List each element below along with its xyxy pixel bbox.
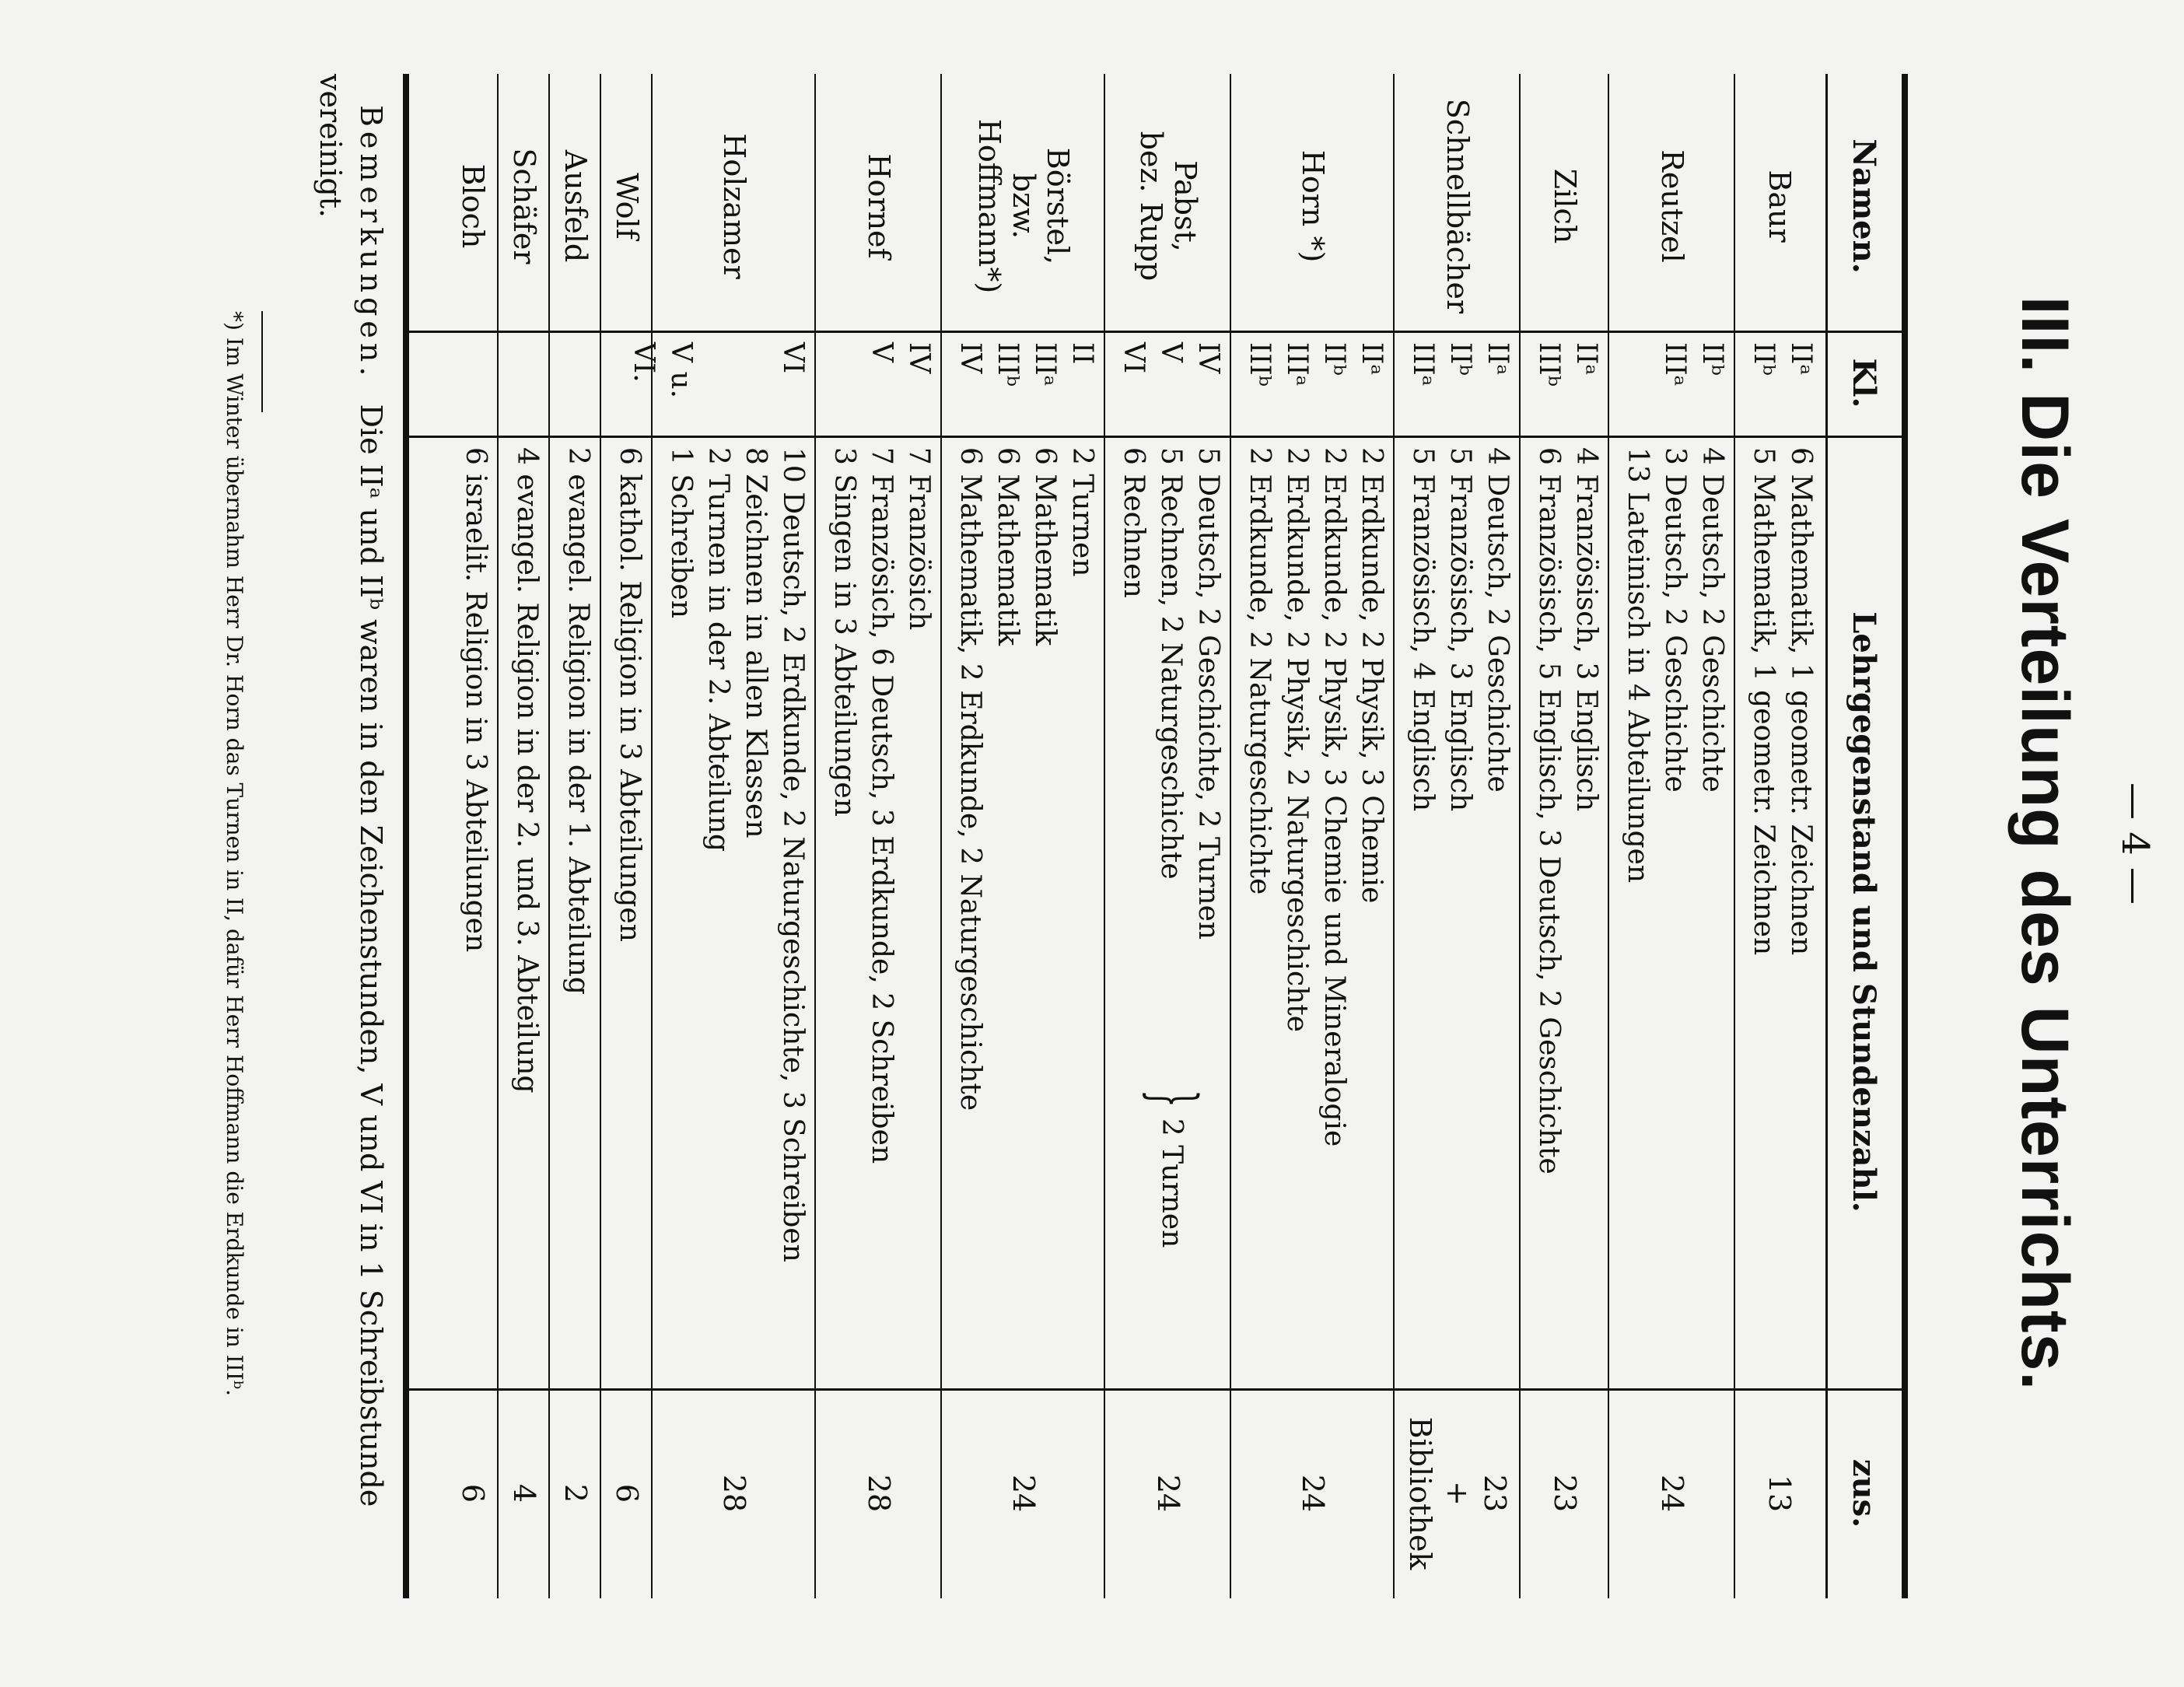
table-header: [1825, 74, 1902, 1598]
subject-line: 7 Französich: [903, 447, 935, 631]
subject-line: 2 evangel. Religion in der 1. Abteilung: [562, 447, 594, 995]
teaching-distribution-table: [403, 74, 1908, 1598]
subject-cell: [447, 447, 499, 1388]
subject-line: 13 Lateinisch in 4 Abteilungen: [1622, 447, 1654, 884]
teacher-name-line: Baur: [1762, 170, 1797, 243]
total-value: 23: [1548, 1474, 1582, 1513]
class-label: V: [1155, 342, 1187, 362]
page-title: III. Die Verteilung des Unterrichts.: [2007, 296, 2082, 1391]
remarks: [310, 74, 391, 1598]
total-value: 24: [1006, 1474, 1041, 1513]
class-label: IIᵇ: [1318, 342, 1350, 376]
class-label: IV: [954, 342, 986, 374]
brace-note: [1137, 1085, 1208, 1248]
teacher-name: [1609, 89, 1735, 323]
teacher-name: [1521, 89, 1609, 323]
subject-line: 5 Französisch, 4 Englisch: [1407, 447, 1439, 812]
teacher-name-line: Schäfer: [507, 148, 541, 264]
class-label: [611, 342, 648, 420]
teacher-name-line: bzw. Hoffmann*): [972, 118, 1041, 294]
subject-line: 5 Mathematik, 1 geometr. Zeichnen: [1748, 447, 1780, 956]
subject-cell: [601, 447, 653, 1388]
teacher-name: [1231, 89, 1395, 323]
class-label: IIᵇ: [1696, 342, 1728, 376]
table-row: [1104, 74, 1231, 1598]
class-label: IIIᵃ: [1029, 342, 1061, 387]
table-row: [447, 74, 499, 1598]
total-value: +: [1440, 1481, 1475, 1506]
teacher-name-line: Wolf: [610, 173, 644, 240]
subject-line: 4 Deutsch, 2 Geschichte: [1482, 447, 1514, 793]
subject-line: 2 Turnen: [1066, 447, 1098, 577]
teacher-name-line: Zilch: [1548, 168, 1582, 244]
header-class: Kl.: [1846, 358, 1882, 408]
teacher-name: [499, 89, 550, 323]
subject-line: 5 Deutsch, 2 Geschichte, 2 Turnen: [1192, 447, 1224, 940]
subject-cell: [1231, 447, 1395, 1388]
total-value: 13: [1762, 1474, 1797, 1513]
subject-line: 6 Französisch, 5 Englisch, 3 Deutsch, 2 Geschichte: [1533, 447, 1565, 1174]
class-cell: [1105, 342, 1231, 420]
class-label: IIᵇ: [1748, 342, 1780, 376]
class-label: [737, 342, 774, 420]
subject-line: 6 Mathematik: [992, 447, 1024, 646]
subject-cell: [1735, 447, 1824, 1388]
footnote: *) Im Winter übernahm Herr Dr. Horn das Turnen in II, dafür Herr Hoffmann die Erdkunde in IIIᵇ.: [222, 311, 247, 1397]
teacher-name-line: Pabst,: [1168, 160, 1202, 252]
teacher-name: [942, 89, 1105, 323]
total-value: 6: [610, 1483, 644, 1503]
class-label: IIIᵇ: [1244, 342, 1276, 387]
subject-line: 6 Mathematik, 1 geometr. Zeichnen: [1785, 447, 1817, 956]
class-label: IIᵃ: [1482, 342, 1514, 376]
total-cell: [447, 1396, 499, 1591]
class-cell: [1609, 342, 1735, 420]
subject-line: 5 Rechnen, 2 Naturgeschichte: [1155, 447, 1187, 880]
subject-line: 4 evangel. Religion in der 2. und 3. Abteilung: [511, 447, 543, 1094]
class-cell: [1521, 342, 1609, 420]
teacher-name: [653, 89, 816, 323]
subject-line: 2 Erdkunde, 2 Physik, 2 Naturgeschichte: [1281, 447, 1313, 1033]
header-total: zus.: [1846, 1458, 1882, 1528]
class-cell: [499, 342, 550, 420]
teacher-name-line: Bloch: [456, 163, 490, 249]
subject-cell: [1105, 447, 1231, 1388]
subject-line: 3 Deutsch, 2 Geschichte: [1659, 447, 1691, 793]
subject-line: 10 Deutsch, 2 Erdkunde, 2 Naturgeschichte, 3 Schreiben: [777, 447, 809, 1262]
class-label: IIIᵇ: [1533, 342, 1565, 387]
class-label: IIᵃ: [1356, 342, 1388, 376]
header-subject: Lehrgegenstand und Stundenzahl.: [1846, 611, 1882, 1213]
total-cell: [1609, 1396, 1735, 1591]
total-cell: [499, 1396, 550, 1591]
total-value: 2: [558, 1483, 593, 1503]
class-label: V: [866, 342, 898, 362]
subject-cell: [816, 447, 942, 1388]
total-cell: [942, 1396, 1105, 1591]
class-cell: [816, 342, 942, 420]
teacher-name-line: Horn *): [1296, 149, 1330, 263]
table-row: [497, 74, 550, 1598]
total-value: 28: [862, 1474, 896, 1513]
subject-line: 2 Erdkunde, 2 Physik, 3 Chemie und Mineralogie: [1318, 447, 1350, 1147]
table-row: [1519, 74, 1609, 1598]
class-label: IIᵃ: [1570, 342, 1602, 376]
subject-line: 3 Singen in 3 Abteilungen: [828, 447, 860, 817]
total-value: 24: [1151, 1474, 1185, 1513]
teacher-name-line: Holzamer: [717, 133, 751, 279]
table-row: [1608, 74, 1735, 1598]
teacher-name-line: Börstel,: [1041, 147, 1075, 265]
table-row: [600, 74, 653, 1598]
subject-line: 6 kathol. Religion in 3 Abteilungen: [614, 447, 646, 942]
class-cell: [1231, 342, 1395, 420]
class-label: IIIᵃ: [1407, 342, 1439, 387]
subject-line: 6 Mathematik: [1029, 447, 1061, 646]
teacher-name: [1105, 89, 1231, 323]
total-value: 24: [1296, 1474, 1330, 1513]
page-number: — 4 —: [2113, 782, 2157, 905]
total-cell: [653, 1396, 816, 1591]
total-cell: [1521, 1396, 1609, 1591]
class-cell: [550, 342, 601, 420]
class-cell: [1735, 342, 1824, 420]
class-cell: [942, 342, 1105, 420]
class-label: IV: [903, 342, 935, 374]
total-cell: [1735, 1396, 1824, 1591]
subject-cell: [942, 447, 1105, 1388]
subject-cell: [1521, 447, 1609, 1388]
class-label: [457, 342, 494, 420]
brace-icon: }: [1137, 1090, 1208, 1108]
subject-cell: [550, 447, 601, 1388]
subject-line: 2 Erdkunde, 2 Physik, 3 Chemie: [1356, 447, 1388, 904]
class-cell: [1395, 342, 1521, 420]
subject-line: 8 Zeichnen in allen Klassen: [740, 447, 772, 838]
teacher-name: [601, 89, 653, 323]
remarks-text: Die IIᵃ und IIᵇ waren in den Zeichenstunden, V und VI in 1 Schreibstunde vereinigt.: [313, 74, 388, 1507]
subject-line: 2 Turnen in der 2. Abteilung: [702, 447, 734, 852]
subject-line: 2 Erdkunde, 2 Naturgeschichte: [1244, 447, 1276, 895]
subject-line: 4 Deutsch, 2 Geschichte: [1696, 447, 1728, 793]
subject-cell: [1609, 447, 1735, 1388]
subject-cell: [653, 447, 816, 1388]
subject-line: 6 Rechnen: [1118, 447, 1150, 598]
table-row: [814, 74, 942, 1598]
total-cell: [1395, 1396, 1521, 1591]
teacher-name-line: Ausfeld: [558, 149, 593, 263]
remarks-label: Bemerkungen.: [354, 105, 388, 381]
class-label: VI: [777, 342, 809, 374]
teacher-name: [816, 89, 942, 323]
total-cell: [816, 1396, 942, 1591]
class-label: [508, 342, 545, 420]
table-row: [1230, 74, 1395, 1598]
class-label: IIIᵃ: [1281, 342, 1313, 387]
subject-line: 1 Schreiben: [665, 447, 697, 618]
table-row: [940, 74, 1105, 1598]
teacher-name-line: Hornef: [862, 153, 896, 259]
total-cell: [1231, 1396, 1395, 1591]
total-cell: [601, 1396, 653, 1591]
class-label: II: [1066, 342, 1098, 365]
total-value: 4: [507, 1483, 541, 1503]
teacher-name-line: bez. Rupp: [1134, 131, 1168, 282]
total-value: 24: [1655, 1474, 1689, 1513]
class-label: IIIᵃ: [1659, 342, 1691, 387]
subject-line: 6 Mathematik, 2 Erdkunde, 2 Naturgeschichte: [954, 447, 986, 1111]
class-label: V u. VI.: [628, 342, 697, 399]
header-name: Namen.: [1846, 138, 1882, 274]
total-value: 23: [1478, 1474, 1512, 1513]
brace-note-text: 2 Turnen: [1156, 1118, 1188, 1248]
class-label: [559, 342, 597, 420]
total-cell: [1105, 1396, 1231, 1591]
teacher-name-line: Schnellbächer: [1440, 98, 1475, 314]
class-label: [1619, 342, 1656, 420]
subject-line: 4 Französisch, 3 Englisch: [1570, 447, 1602, 812]
footnote-rule: [261, 311, 263, 412]
table-row: [548, 74, 601, 1598]
class-cell: [447, 342, 499, 420]
total-cell: [550, 1396, 601, 1591]
class-label: VI: [1118, 342, 1150, 374]
subject-cell: [499, 447, 550, 1388]
class-label: IV: [1192, 342, 1224, 374]
teacher-name: [447, 89, 499, 323]
class-label: IIᵇ: [1444, 342, 1476, 376]
subject-line: 7 Französich, 6 Deutsch, 3 Erdkunde, 2 Schreiben: [866, 447, 898, 1164]
table-row: [1734, 74, 1824, 1598]
class-cell: [601, 342, 653, 420]
total-value: 28: [717, 1474, 751, 1513]
table-row: [1393, 74, 1521, 1598]
subject-line: 6 israelit. Religion in 3 Abteilungen: [460, 447, 492, 953]
subject-line: 5 Französisch, 3 Englisch: [1444, 447, 1476, 812]
teacher-name: [550, 89, 601, 323]
total-value: 6: [456, 1483, 490, 1503]
teacher-name: [1735, 89, 1824, 323]
class-label: IIIᵇ: [992, 342, 1024, 387]
teacher-name-line: Reutzel: [1655, 149, 1689, 263]
subject-cell: [1395, 447, 1521, 1388]
teacher-name: [1395, 89, 1521, 323]
class-label: [699, 342, 737, 420]
total-value: Bibliothek: [1403, 1416, 1437, 1570]
class-cell: [628, 342, 816, 420]
class-label: IIᵃ: [1785, 342, 1817, 376]
